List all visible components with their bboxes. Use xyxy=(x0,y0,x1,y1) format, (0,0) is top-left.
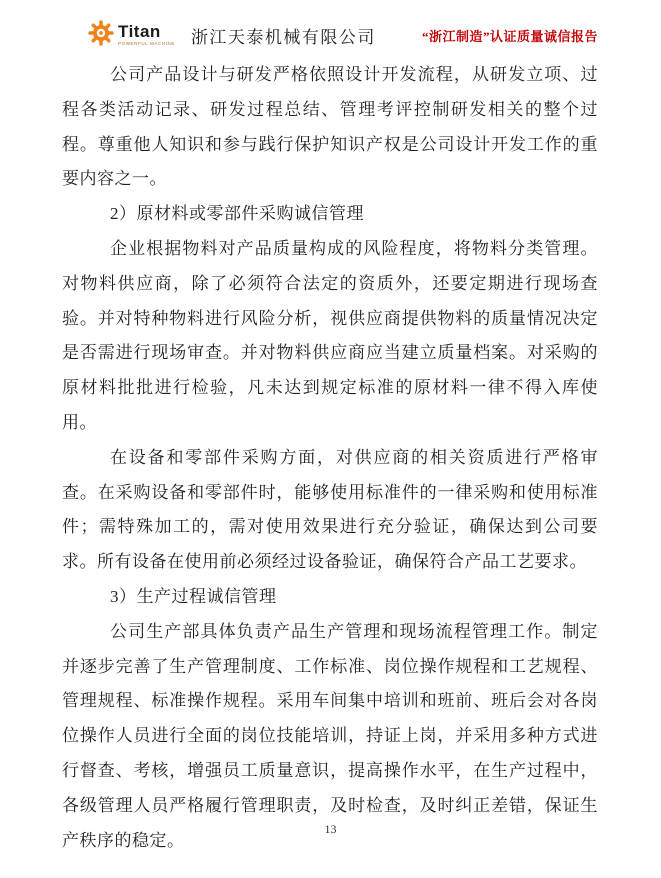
logo-tagline-text: POWERFUL MACHINE xyxy=(118,41,175,47)
logo-text xyxy=(118,23,175,47)
logo-brand-text: Titan xyxy=(118,22,161,42)
document-body xyxy=(0,58,661,858)
section-heading: 3）生产过程诚信管理 xyxy=(110,586,277,606)
page-number: 13 xyxy=(324,822,337,836)
section-heading: 2）原材料或零部件采购诚信管理 xyxy=(110,204,364,224)
paragraph: 在设备和零部件采购方面，对供应商的相关资质进行严格审查。在采购设备和零部件时，能够使用标准件的一律采购和使用标准件；需特殊加工的，需对使用效果进行充分验证，确保达到公司要求。所有设备在使用前必须经过设备验证，确保符合产品工艺要求。 xyxy=(62,447,598,572)
paragraph: 公司生产部具体负责产品生产管理和现场流程管理工作。制定并逐步完善了生产管理制度、工作标准、岗位操作规程和工艺规程、管理规程、标准操作规程。采用车间集中培训和班前、班后会对各岗位操作人员进行全面的岗位技能培训，持证上岗，并采用多种方式进行督查、考核，增强员工质量意识，提高操作水平，在生产过程中，各级管理人员严格履行管理职责，及时检查，及时纠正差错，保证生产秩序的稳定。 xyxy=(62,621,598,850)
paragraph: 企业根据物料对产品质量构成的风险程度，将物料分类管理。对物料供应商，除了必须符合法定的资质外，还要定期进行现场查验。并对特种物料进行风险分析，视供应商提供物料的质量情况决定是否需进行现场审查。并对物料供应商应当建立质量档案。对采购的原材料批批进行检验，凡未达到规定标准的原材料一律不得入库使用。 xyxy=(62,238,598,432)
paragraph: 公司产品设计与研发严格依照设计开发流程，从研发立项、过程各类活动记录、研发过程总结、管理考评控制研发相关的整个过程。尊重他人知识和参与践行保护知识产权是公司设计开发工作的重要内容之一。 xyxy=(62,65,598,189)
company-logo xyxy=(88,20,175,51)
page-header xyxy=(0,0,661,52)
gear-icon xyxy=(88,20,114,51)
company-name: 浙江天泰机械有限公司 xyxy=(190,27,376,47)
report-title: “浙江制造”认证质量诚信报告 xyxy=(421,28,598,44)
